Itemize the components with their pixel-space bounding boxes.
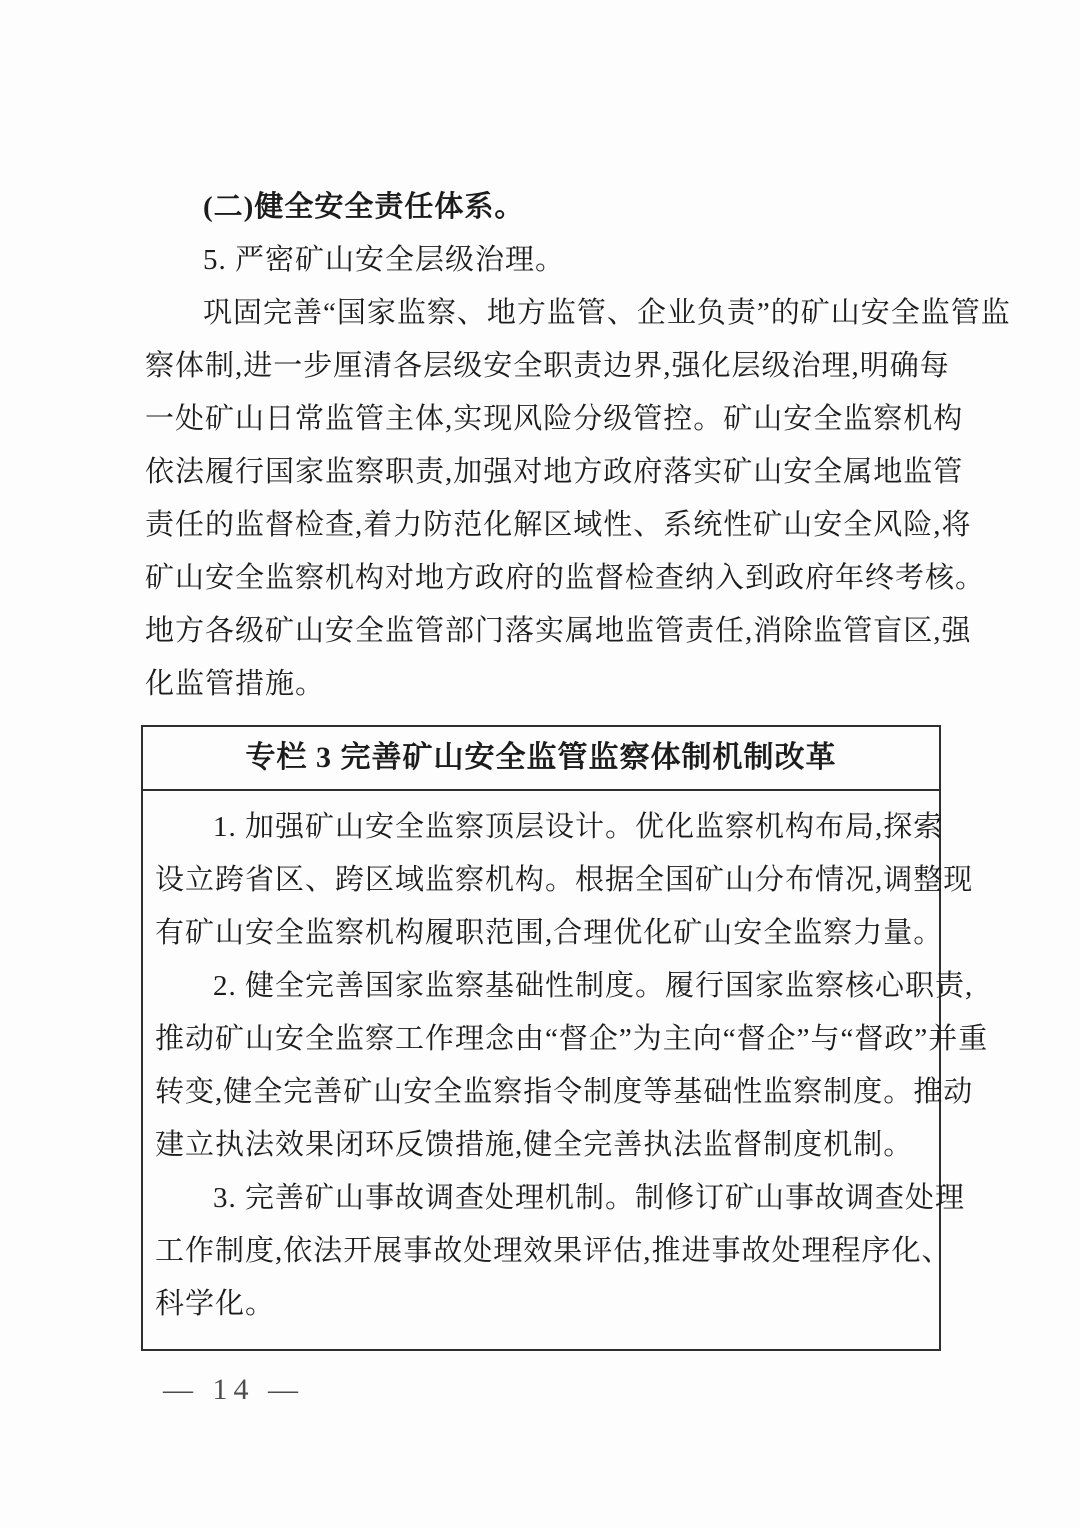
- paragraph-line: 察体制,进一步厘清各层级安全职责边界,强化层级治理,明确每: [145, 350, 950, 382]
- item-heading: 5. 严密矿山安全层级治理。: [203, 244, 566, 276]
- box-item-line: 工作制度,依法开展事故处理效果评估,推进事故处理程序化、: [155, 1235, 952, 1267]
- paragraph-line: 地方各级矿山安全监管部门落实属地监管责任,消除监管盲区,强: [145, 615, 972, 647]
- page-number: — 14 —: [163, 1373, 304, 1406]
- box-item-line: 有矿山安全监察机构履职范围,合理优化矿山安全监察力量。: [155, 917, 944, 949]
- box-item-line: 科学化。: [155, 1288, 276, 1320]
- column-box: [141, 725, 989, 1351]
- page-footer: [145, 1373, 940, 1407]
- box-item: [155, 960, 989, 1172]
- box-item-line: 设立跨省区、跨区域监察机构。根据全国矿山分布情况,调整现: [155, 864, 974, 896]
- paragraph-line: 依法履行国家监察职责,加强对地方政府落实矿山安全属地监管: [145, 456, 964, 488]
- paragraph-line: 责任的监督检查,着力防范化解区域性、系统性矿山安全风险,将: [145, 509, 972, 541]
- paragraph-line: 化监管措施。: [145, 668, 326, 700]
- paragraph-line: 一处矿山日常监管主体,实现风险分级管控。矿山安全监察机构: [145, 403, 964, 435]
- column-box-body: [143, 791, 989, 1349]
- box-item: [155, 1172, 966, 1331]
- paragraph-line: 巩固完善“国家监察、地方监管、企业负责”的矿山安全监管监: [203, 297, 1011, 329]
- paragraph: [145, 287, 1011, 711]
- box-item-line: 2. 健全完善国家监察基础性制度。履行国家监察核心职责,: [213, 970, 974, 1002]
- box-item-line: 3. 完善矿山事故调查处理机制。制修订矿山事故调查处理: [213, 1182, 966, 1214]
- paragraph-line: 矿山安全监察机构对地方政府的监督检查纳入到政府年终考核。: [145, 562, 986, 594]
- column-box-title: 专栏 3 完善矿山安全监管监察体制机制改革: [143, 727, 939, 791]
- box-item-line: 推动矿山安全监察工作理念由“督企”为主向“督企”与“督政”并重: [155, 1023, 989, 1055]
- section-heading: (二)健全安全责任体系。: [203, 191, 525, 223]
- box-item-line: 建立执法效果闭环反馈措施,健全完善执法监督制度机制。: [155, 1129, 914, 1161]
- box-item-line: 转变,健全完善矿山安全监察指令制度等基础性监察制度。推动: [155, 1076, 974, 1108]
- box-item-line: 1. 加强矿山安全监察顶层设计。优化监察机构布局,探索: [213, 811, 944, 843]
- box-item: [155, 801, 974, 960]
